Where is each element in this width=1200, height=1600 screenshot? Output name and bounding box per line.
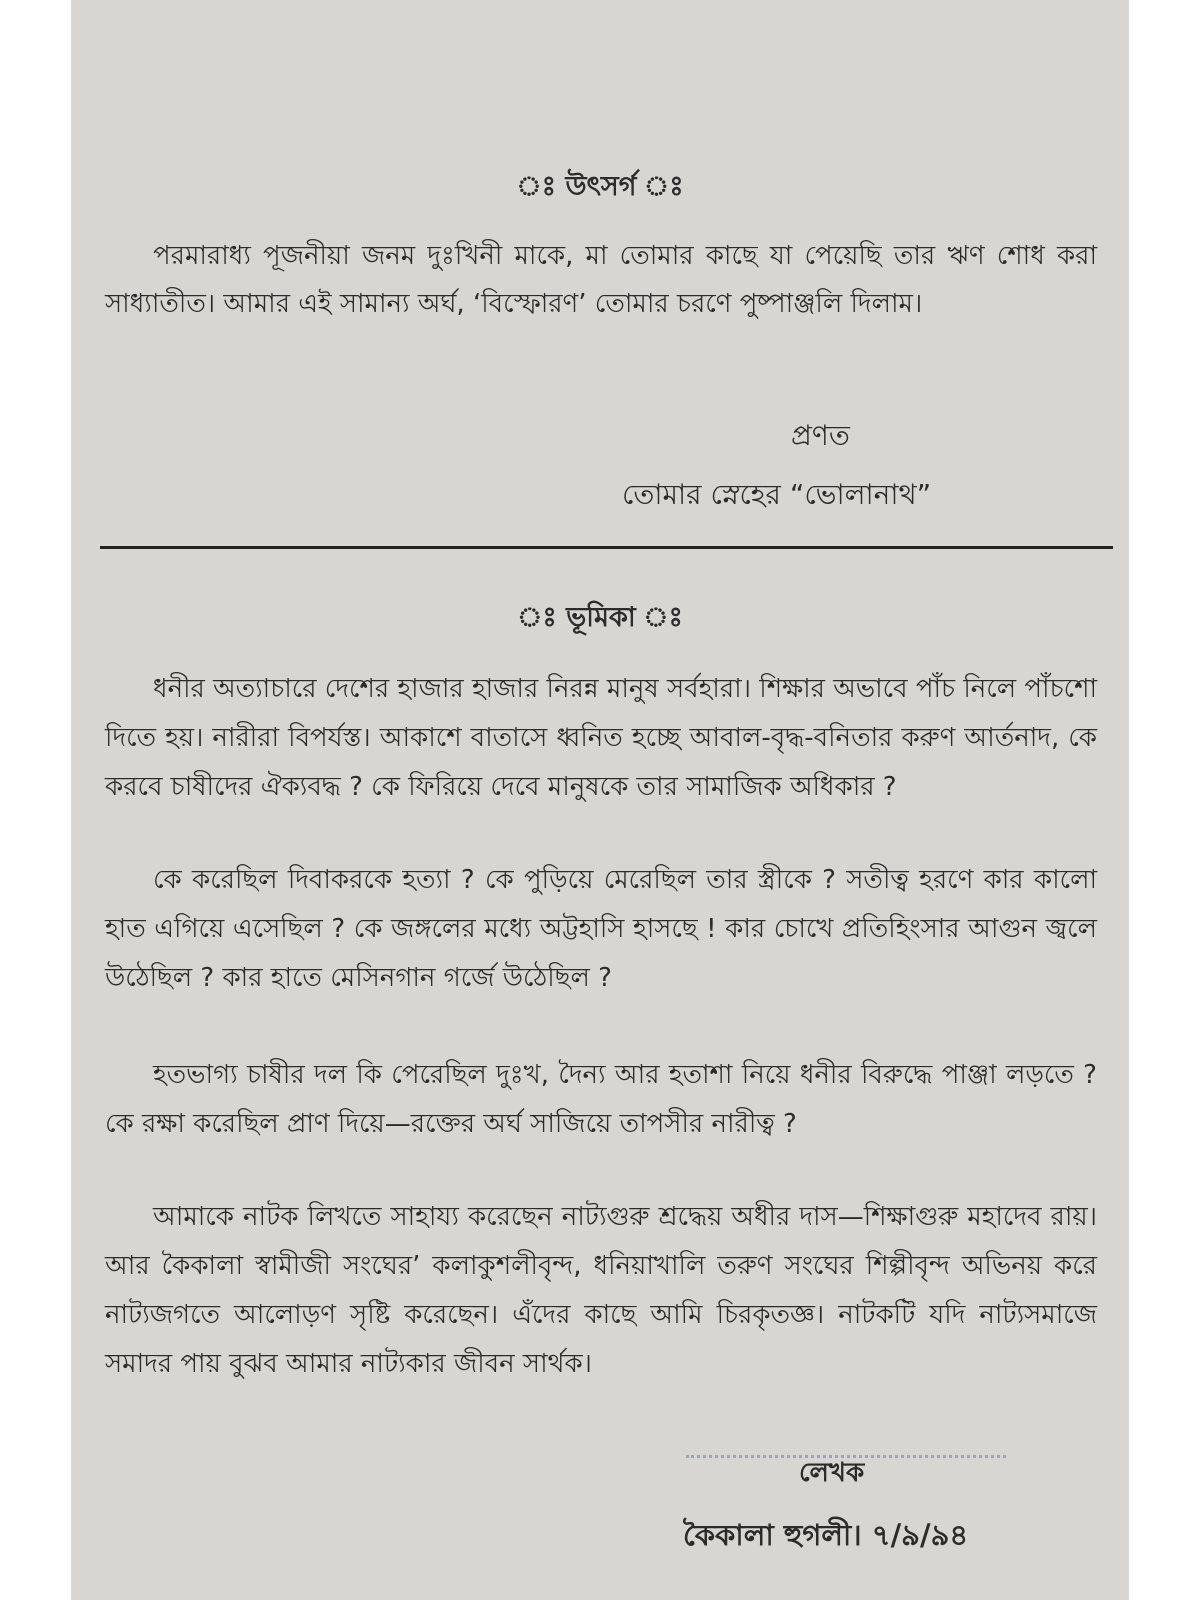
preface-heading: ঃ ভূমিকা ঃ — [517, 602, 683, 633]
dedication-signoff-name: তোমার স্নেহের “ভোলানাথ” — [622, 478, 932, 511]
section-divider — [100, 546, 1113, 549]
preface-paragraph-1: ধনীর অত্যাচারে দেশের হাজার হাজার নিরন্ন মানুষ সর্বহারা। শিক্ষার অভাবে পাঁচ নিলে পাঁচশো দিতে হয়। নারীরা বিপর্যস্ত। আকাশে বাতাসে ধ্বনিত হচ্ছে আবাল-বৃদ্ধ-বনিতার করুণ আর্তনাদ, কে করবে চাষীদের ঐক্যবদ্ধ ? কে ফিরিয়ে দেবে মানুষকে তার সামাজিক অধিকার ? — [105, 674, 1097, 802]
place-and-date: কৈকালা হুগলী। ৭/৯/৯৪ — [683, 1518, 969, 1552]
dedication-signoff-pranata: প্রণত — [791, 419, 850, 452]
dedication-text: পরমারাধ্য পূজনীয়া জনম দুঃখিনী মাকে, মা তোমার কাছে যা পেয়েছি তার ঋণ শোধ করা সাধ্যাতীত। আমার এই সামান্য অর্ঘ, ‘বিস্ফোরণ’ তোমার চরণে পুষ্পাঞ্জলি দিলাম। — [105, 241, 1097, 319]
dedication-heading: ঃ উৎসর্গ ঃ — [516, 171, 684, 202]
preface-paragraph-4: আমাকে নাটক লিখতে সাহায্য করেছেন নাট্যগুরু শ্রদ্ধেয় অধীর দাস—শিক্ষাগুরু মহাদেব রায়। আর কৈকালা স্বামীজী সংঘের’ কলাকুশলীবৃন্দ, ধনিয়াখালি তরুণ সংঘের শিল্পীবৃন্দ অভিনয় করে নাট্যজগতে আলোড়ণ সৃষ্টি করেছেন। এঁদের কাছে আমি চিরকৃতজ্ঞ। নাটকটি যদি নাট্যসমাজে সমাদর পায় বুঝব আমার নাট্যকার জীবন সার্থক। — [105, 1202, 1097, 1379]
author-label: লেখক — [799, 1458, 865, 1488]
preface-paragraph-2: কে করেছিল দিবাকরকে হত্যা ? কে পুড়িয়ে মেরেছিল তার স্ত্রীকে ? সতীত্ব হরণে কার কালো হাত এগিয়ে এসেছিল ? কে জঙ্গলের মধ্যে অট্টহাসি হাসছে ! কার চোখে প্রতিহিংসার আগুন জ্বলে উঠেছিল ? কার হাতে মেসিনগান গর্জে উঠেছিল ? — [105, 865, 1097, 993]
preface-paragraph-3: হতভাগ্য চাষীর দল কি পেরেছিল দুঃখ, দৈন্য আর হতাশা নিয়ে ধনীর বিরুদ্ধে পাঞ্জা লড়তে ? কে রক্ষা করেছিল প্রাণ দিয়ে—রক্তের অর্ঘ সাজিয়ে তাপসীর নারীত্ব ? — [105, 1060, 1097, 1139]
book-page — [71, 0, 1129, 1600]
